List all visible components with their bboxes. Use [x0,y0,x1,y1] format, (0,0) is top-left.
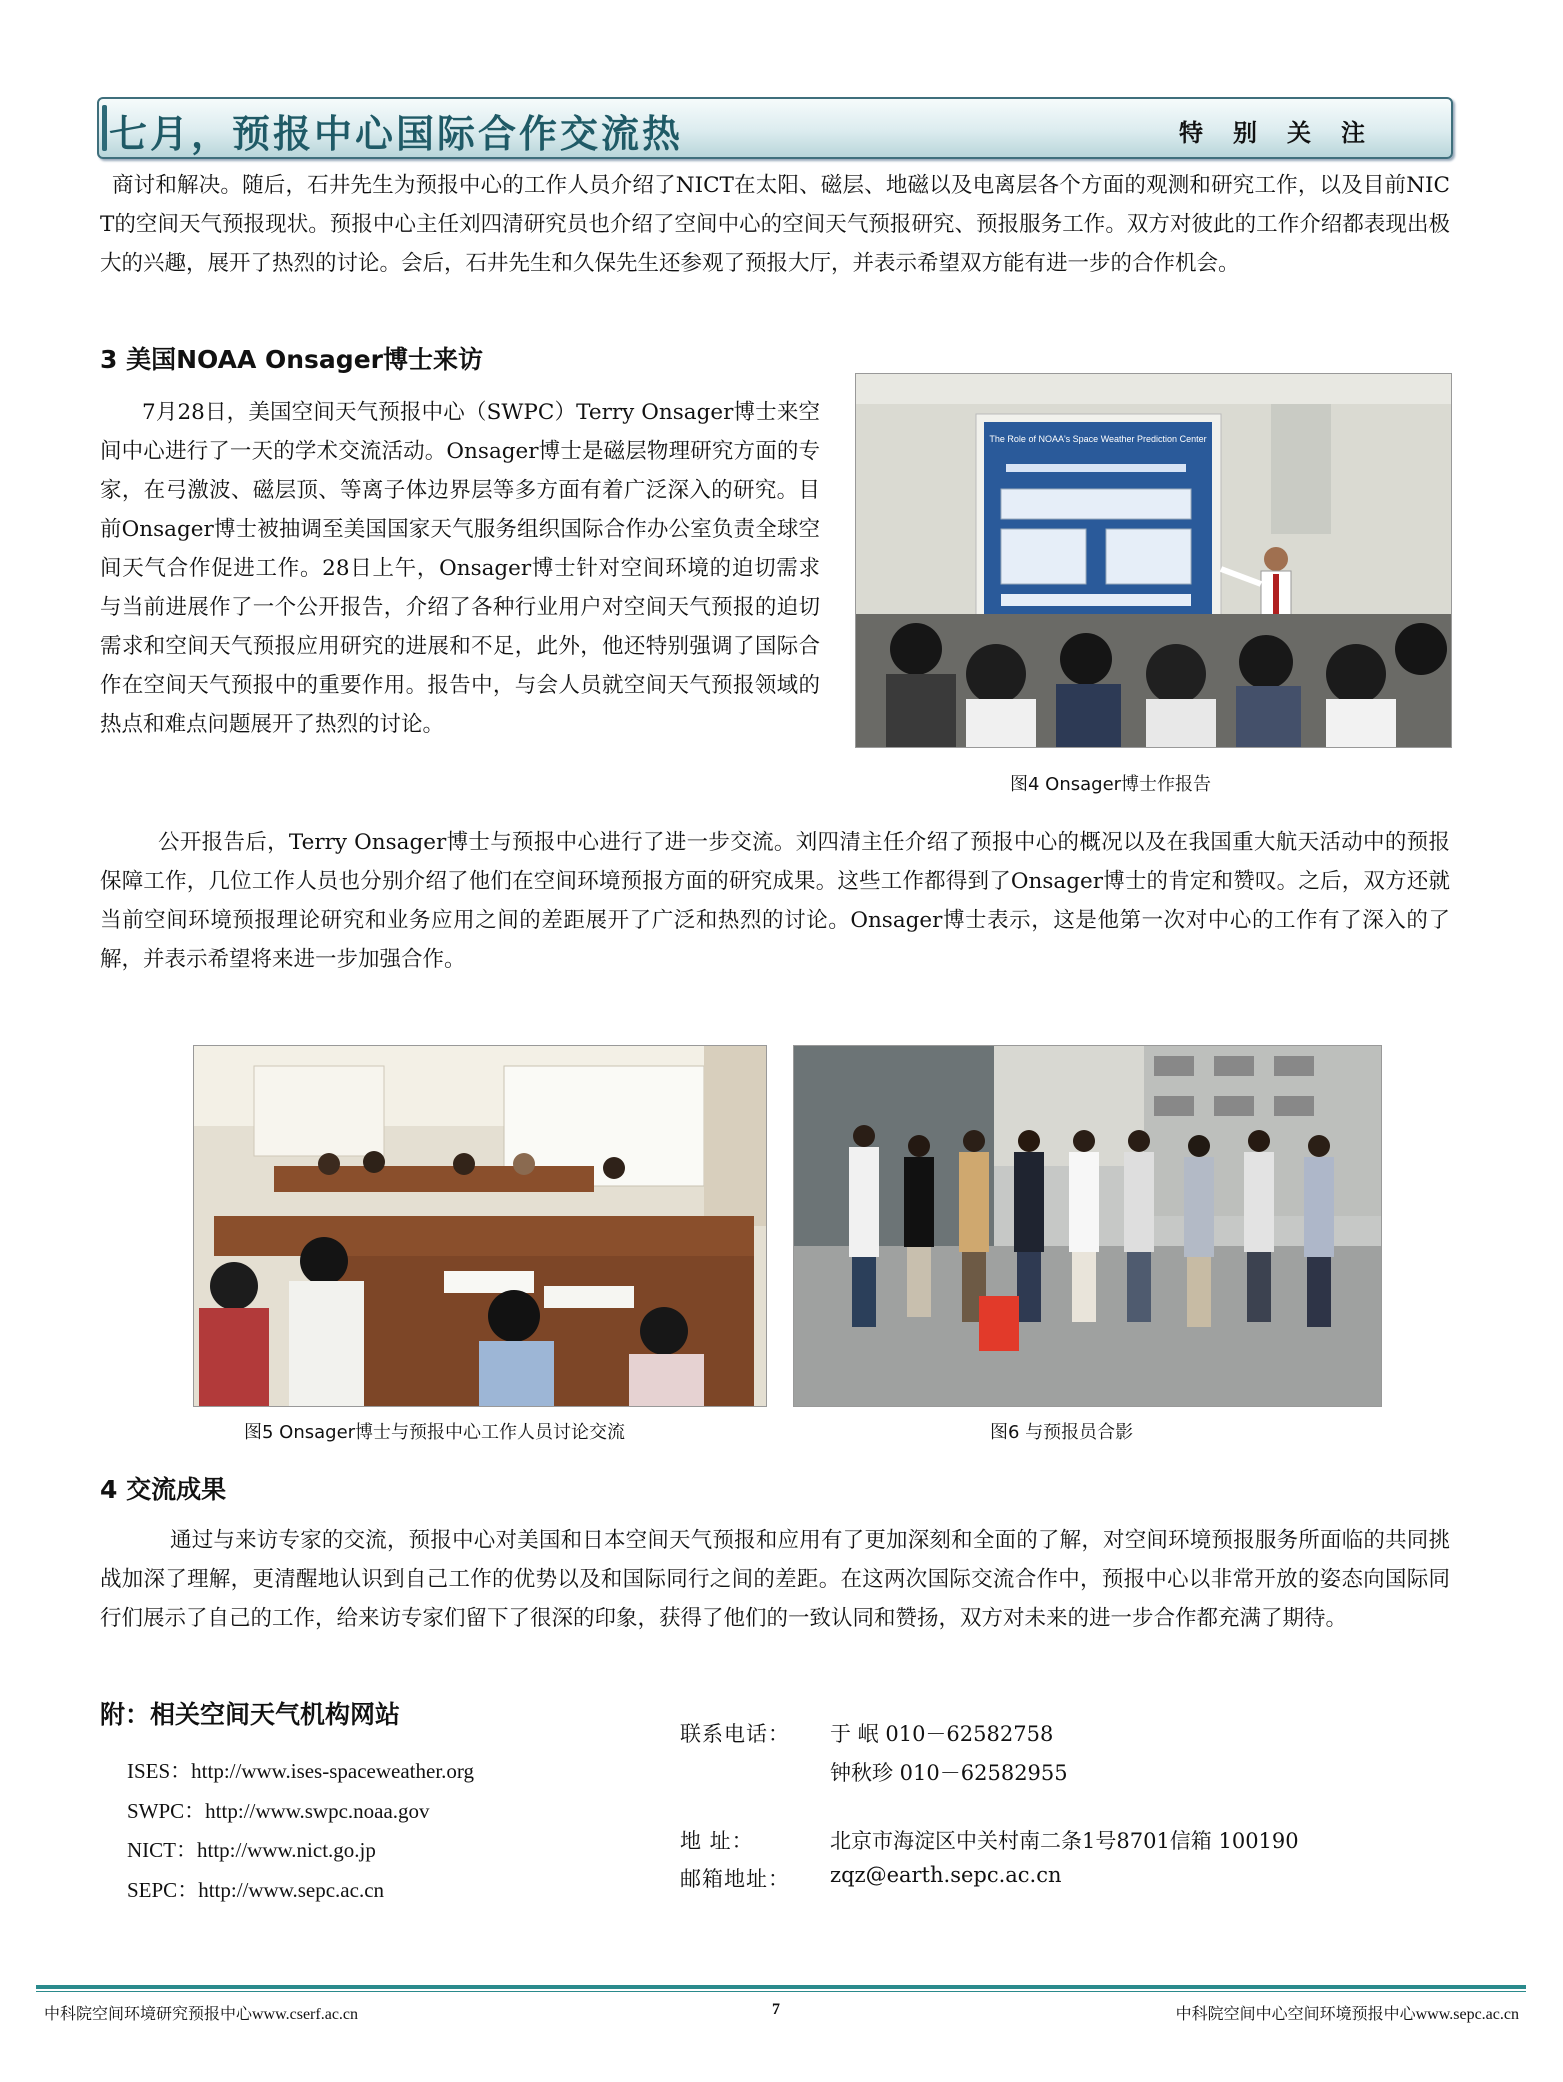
phone-number-1: 于 岷 010－62582758 [830,1722,1054,1746]
email-label: 邮箱地址： [680,1867,790,1891]
site-link-swpc[interactable]: SWPC：http://www.swpc.noaa.gov [127,1799,430,1823]
footer-divider [36,1985,1526,1989]
meeting-photo [194,1046,766,1406]
site-link-nict[interactable]: NICT：http://www.nict.go.jp [127,1838,376,1862]
paragraph-results: 通过与来访专家的交流，预报中心对美国和日本空间天气预报和应用有了更加深刻和全面的了解，对空间环境预报服务所面临的共同挑战加深了理解，更清醒地认识到自己工作的优势以及和国际同行之间的差距。在这两次国际交流合作中，预报中心以非常开放的姿态向国际同行们展示了自己的工作，给来访专家们留下了很深的印象，获得了他们的一致认同和赞扬，双方对未来的进一步合作都充满了期待。 [100,1528,1450,1631]
footer-divider-thin [36,1991,1526,1992]
address-label: 地 址： [680,1829,754,1853]
phone-number-2: 钟秋珍 010－62582955 [830,1761,1068,1785]
group-photo [794,1046,1381,1406]
section-label: 特别关注 [1179,119,1395,147]
email-value[interactable]: zqz@earth.sepc.ac.cn [830,1863,1062,1887]
figure-5-caption: 图5 Onsager博士与预报中心工作人员讨论交流 [244,1422,626,1443]
section-heading-3: 3 美国NOAA Onsager博士来访 [100,345,483,374]
phone-label: 联系电话： [680,1722,790,1746]
section-header-bar [97,97,1453,159]
figure-6-photo [793,1045,1382,1407]
address-value: 北京市海淀区中关村南二条1号8701信箱 100190 [830,1829,1299,1853]
section-heading-4: 4 交流成果 [100,1475,227,1504]
footer-left-text: 中科院空间环境研究预报中心www.cserf.ac.cn [44,2006,359,2023]
paragraph-intro: 商讨和解决。随后，石井先生为预报中心的工作人员介绍了NICT在太阳、磁层、地磁以及电离层各个方面的观测和研究工作，以及目前NICT的空间天气预报现状。预报中心主任刘四清研究员也介绍了空间中心的空间天气预报研究、预报服务工作。双方对彼此的工作介绍都表现出极大的兴趣，展开了热烈的讨论。会后，石井先生和久保先生还参观了预报大厅，并表示希望双方能有进一步的合作机会。 [100,173,1450,276]
figure-4-caption: 图4 Onsager博士作报告 [1010,774,1212,795]
slide-title: The Role of NOAA's Space Weather Prediction Center [989,434,1207,444]
site-link-sepc[interactable]: SEPC：http://www.sepc.ac.cn [127,1878,385,1902]
page-title: 七月，预报中心国际合作交流热 [109,112,684,156]
group-people [849,1125,1334,1327]
figure-5-photo [193,1045,767,1407]
site-link-ises[interactable]: ISES：http://www.ises-spaceweather.org [127,1759,475,1783]
paragraph-follow-up: 公开报告后，Terry Onsager博士与预报中心进行了进一步交流。刘四清主任介绍了预报中心的概况以及在我国重大航天活动中的预报保障工作，几位工作人员也分别介绍了他们在空间环境预报方面的研究成果。这些工作都得到了Onsager博士的肯定和赞叹。之后，双方还就当前空间环境预报理论研究和业务应用之间的差距展开了广泛和热烈的讨论。Onsager博士表示，这是他第一次对中心的工作有了深入的了解，并表示希望将来进一步加强合作。 [100,830,1450,972]
page-number: 7 [772,2001,780,2018]
paragraph-onsager-visit: 7月28日，美国空间天气预报中心（SWPC）Terry Onsager博士来空间中心进行了一天的学术交流活动。Onsager博士是磁层物理研究方面的专家，在弓激波、磁层顶、等离子体边界层等多方面有着广泛深入的研究。目前Onsager博士被抽调至美国国家天气服务组织国际合作办公室负责全球空间天气合作促进工作。28日上午，Onsager博士针对空间环境的迫切需求与当前进展作了一个公开报告，介绍了各种行业用户对空间天气预报的迫切需求和空间天气预报应用研究的进展和不足，此外，他还特别强调了国际合作在空间天气预报中的重要作用。报告中，与会人员就空间天气预报领域的热点和难点问题展开了热烈的讨论。 [100,400,820,737]
figure-6-caption: 图6 与预报员合影 [990,1422,1134,1443]
footer-right-text: 中科院空间中心空间环境预报中心www.sepc.ac.cn [1175,2006,1519,2023]
appendix-title: 附：相关空间天气机构网站 [100,1700,401,1729]
presentation-photo [856,374,1451,747]
figure-4-photo [855,373,1452,748]
